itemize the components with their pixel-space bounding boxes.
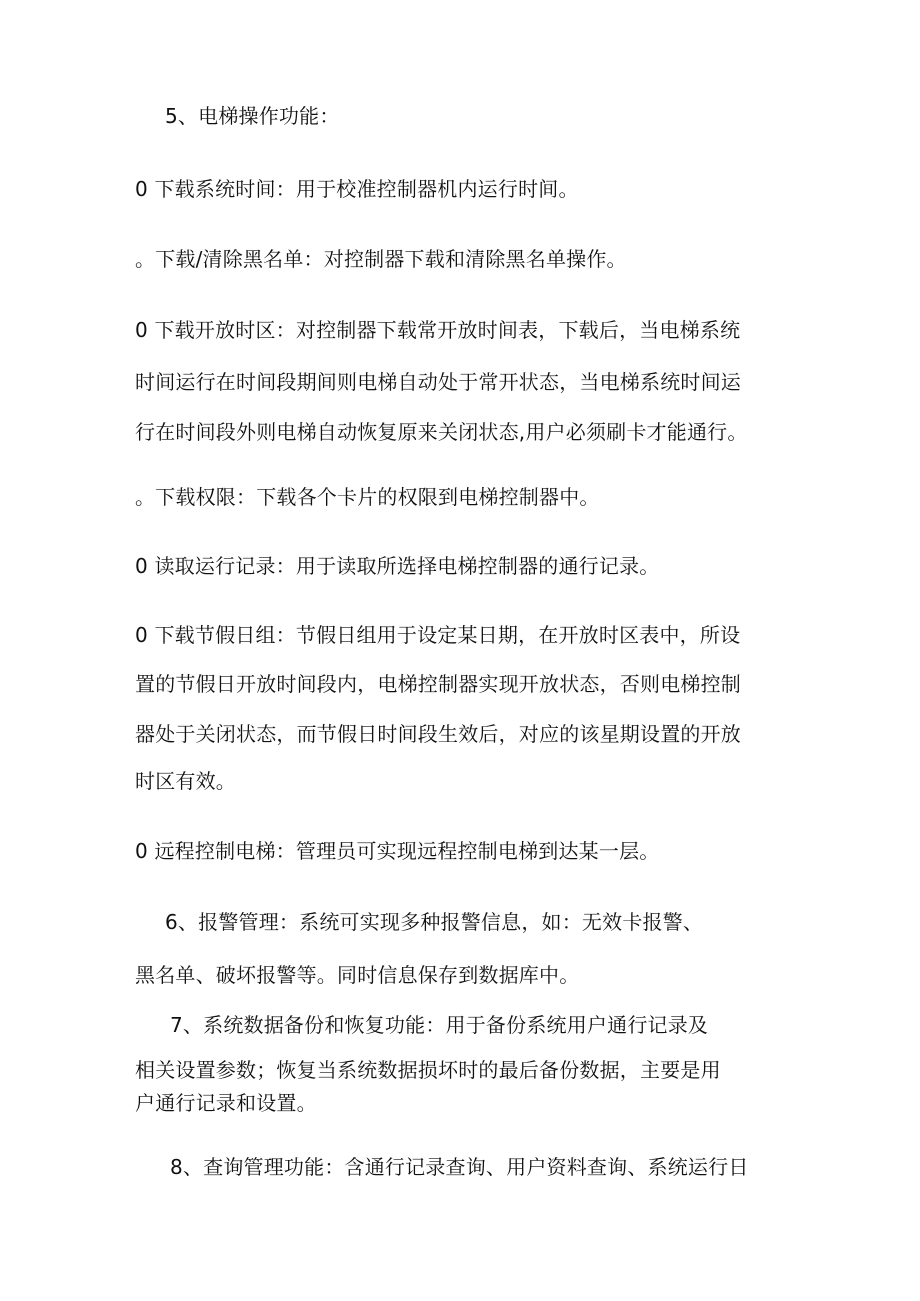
- item-download-holiday-line-2: 置的节假日开放时间段内，电梯控制器实现开放状态，否则电梯控制: [135, 672, 741, 696]
- item-download-system-time: 0 下载系统时间：用于校准控制器机内运行时间。: [135, 177, 579, 201]
- item-download-open-zone-line-3: 行在时间段外则电梯自动恢复原来关闭状态,用户必须刷卡才能通行。: [135, 420, 748, 444]
- item-download-clear-blacklist: 。下载/清除黑名单：对控制器下载和清除黑名单操作。: [135, 247, 627, 271]
- item-download-holiday-line-3: 器处于关闭状态，而节假日时间段生效后，对应的该星期设置的开放: [135, 722, 741, 746]
- item-download-holiday-line-1: 0 下载节假日组：节假日组用于设定某日期，在开放时区表中，所设: [135, 623, 741, 647]
- item-download-open-zone-line-1: 0 下载开放时区：对控制器下载常开放时间表，下载后，当电梯系统: [135, 318, 741, 342]
- section-7-line-1: 7、系统数据备份和恢复功能：用于备份系统用户通行记录及: [170, 1013, 709, 1037]
- item-download-permissions: 。下载权限：下载各个卡片的权限到电梯控制器中。: [135, 485, 600, 509]
- item-read-records: 0 读取运行记录：用于读取所选择电梯控制器的通行记录。: [135, 554, 660, 578]
- item-download-open-zone-line-2: 时间运行在时间段期间则电梯自动处于常开状态，当电梯系统时间运: [135, 370, 741, 394]
- section-8-line-1: 8、查询管理功能：含通行记录查询、用户资料查询、系统运行日: [170, 1155, 749, 1179]
- item-download-holiday-line-4: 时区有效。: [135, 769, 236, 793]
- section-7-line-3: 户通行记录和设置。: [135, 1091, 317, 1115]
- section-6-line-1: 6、报警管理：系统可实现多种报警信息，如：无效卡报警、: [165, 910, 704, 934]
- section-6-line-2: 黑名单、破坏报警等。同时信息保存到数据库中。: [135, 963, 580, 987]
- item-remote-control: 0 远程控制电梯：管理员可实现远程控制电梯到达某一层。: [135, 839, 660, 863]
- section-5-heading: 5、电梯操作功能：: [165, 104, 340, 128]
- section-7-line-2: 相关设置参数；恢复当系统数据损坏时的最后备份数据，主要是用: [135, 1058, 721, 1082]
